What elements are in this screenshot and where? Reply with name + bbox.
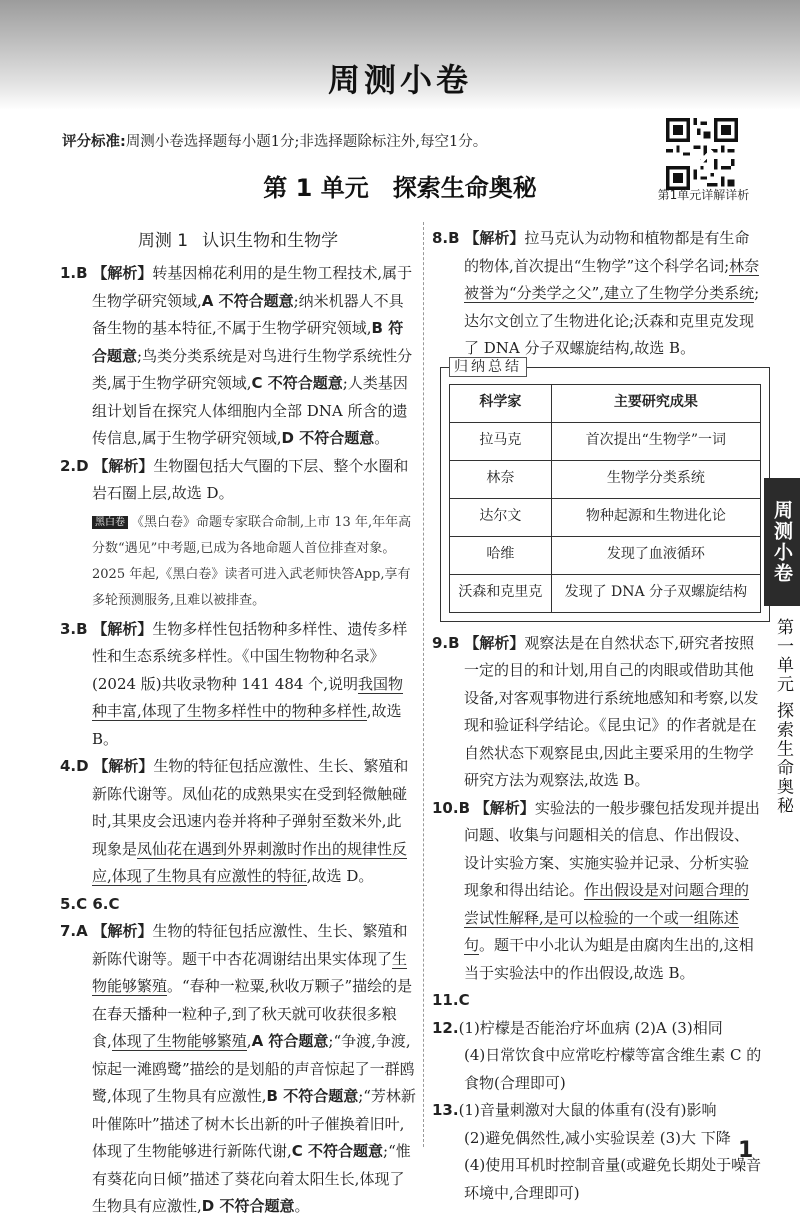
unit-title [0, 168, 800, 203]
summary-label: 归纳总结 [449, 357, 527, 377]
scientist-table [449, 384, 761, 613]
brand-logo: 黑白卷 [92, 516, 128, 529]
unit-name: 探索生命奥秘 [392, 174, 537, 202]
answer-1: 1.B 【解析】转基因棉花利用的是生物工程技术,属于生物学研究领域,A 不符合题意;纳米机器人不具备生物的基本特征,不属于生物学研究领域,B 符合题意;鸟类分类系统是对鸟进行生物学系统性分类,属于生物学研究领域,C 不符合题意;人类基因组计划旨在探究人体细胞内全部 DNA 所含的遗传信息,属于生物学研究领域,D 不符合题意。 [60, 264, 413, 447]
answer-13: 13.(1)音量刺激对大鼠的体重有(没有)影响 [432, 1101, 717, 1119]
table-header-row [450, 384, 761, 422]
left-column [60, 225, 416, 1221]
answer-13-line-3: (4)使用耳机时控制音量(或避免长期处于噪音环境中,合理即可) [464, 1156, 762, 1202]
table-row: 哈维 发现了血液循环 [450, 536, 761, 574]
section-tab-unit: 第一单元 探索生命奥秘 [773, 618, 793, 816]
page-number: 1 [738, 1138, 754, 1163]
answer-2: 2.D 【解析】生物圈包括大气圈的下层、整个水圈和岩石圈上层,故选 D。 [60, 456, 409, 502]
answer-10: 10.B 【解析】实验法的一般步骤包括发现并提出问题、收集与问题相关的信息、作出假设、设计实验方案、实施实验并记录、分析实验现象和得出结论。作出假设是对问题合理的尝试性解释,是可以检验的一个或一组陈述句。题干中小北认为蛆是由腐肉生出的,这相当于实验法中的作出假设,故选 B。 [432, 798, 760, 982]
qr-caption: 第1单元详解详析 [657, 188, 750, 202]
right-column [432, 225, 762, 1207]
answer-9: 9.B 【解析】观察法是在自然状态下,研究者按照一定的目的和计划,用自己的肉眼或借助其他设备,对客观事物进行系统地感知和考察,以发现和验证科学结论。《昆虫记》的作者就是在自然状态下观察昆虫,因此主要采用的生物学研究方法为观察法,故选 B。 [432, 633, 759, 789]
answer-4: 4.D 【解析】生物的特征包括应激性、生长、繁殖和新陈代谢等。凤仙花的成熟果实在受到轻微触碰时,其果皮会迅速内卷并将种子弹射至数米外,此现象是凤仙花在遇到外界刺激时作出的规律性反应,体现了生物具有应激性的特征,故选 D。 [60, 757, 409, 885]
table-row: 沃森和克里克 发现了 DNA 分子双螺旋结构 [450, 574, 761, 612]
scoring-text: 周测小卷选择题每小题1分;非选择题除标注外,每空1分。 [125, 134, 488, 150]
table-row: 林奈 生物学分类系统 [450, 460, 761, 498]
answer-12-line-2: (4)日常饮食中应常吃柠檬等富含维生素 C 的食物(合理即可) [464, 1046, 762, 1092]
scoring-standard [62, 130, 487, 151]
answer-7: 7.A 【解析】生物的特征包括应激性、生长、繁殖和新陈代谢等。题干中杏花凋谢结出果实体现了生物能够繁殖。“春种一粒粟,秋收万颗子”描绘的是在春天播种一粒种子,到了秋天就可收获很多粮食,体现了生物能够繁殖,A 符合题意;“争渡,争渡,惊起一滩鸥鹭”描绘的是划船的声音惊起了一群鸥鹭,体现了生物具有应激性,B 不符合题意;“芳林新叶催陈叶”描述了树木长出新的叶子催换着旧叶,体现了生物能够进行新陈代谢,C 不符合题意;“惟有葵花向日倾”描述了葵花向着太阳生长,体现了生物具有应激性,D 不符合题意。 [60, 922, 416, 1215]
scoring-label: 评分标准: [62, 134, 126, 150]
answer-11: 11.C [432, 991, 470, 1009]
table-header: 主要研究成果 [551, 384, 760, 422]
column-divider [423, 222, 424, 1147]
table-header: 科学家 [450, 384, 552, 422]
page-title: 周测小卷 [327, 61, 472, 99]
unit-number: 第 1 单元 [263, 174, 369, 202]
summary-box [440, 358, 770, 622]
advertisement-note: 黑白卷 《黑白卷》命题专家联合命制,上市 13 年,年年高分数“遇见”中考题,已成为各地命题人首位排查对象。2025 年起,《黑白卷》读者可进入武老师快答App,享有多轮预测服务,且难以被排查。 [92, 514, 412, 608]
answer-3: 3.B 【解析】生物多样性包括物种多样性、遗传多样性和生态系统多样性。《中国生物物种名录》(2024 版)共收录物种 141 484 个,说明我国物种丰富,体现了生物多样性中的物种多样性,故选 B。 [60, 619, 408, 748]
table-row: 达尔文 物种起源和生物进化论 [450, 498, 761, 536]
answer-13-line-2: (2)避免偶然性,减小实验误差 (3)大 下降 [464, 1128, 731, 1147]
section-tab[interactable]: 周测小卷 [764, 478, 800, 606]
week-title: 周测 1 认识生物和生物学 [137, 231, 339, 251]
answer-12: 12.(1)柠檬是否能治疗坏血病 (2)A (3)相同 [432, 1018, 723, 1037]
answer-5-6: 5.C 6.C [60, 894, 120, 913]
table-row: 拉马克 首次提出“生物学”一词 [450, 422, 761, 460]
answer-8: 8.B 【解析】拉马克认为动物和植物都是有生命的物体,首次提出“生物学”这个科学名词;林奈被誉为“分类学之父”,建立了生物学分类系统;达尔文创立了生物进化论;沃森和克里克发现了 DNA 分子双螺旋结构,故选 B。 [432, 229, 760, 357]
